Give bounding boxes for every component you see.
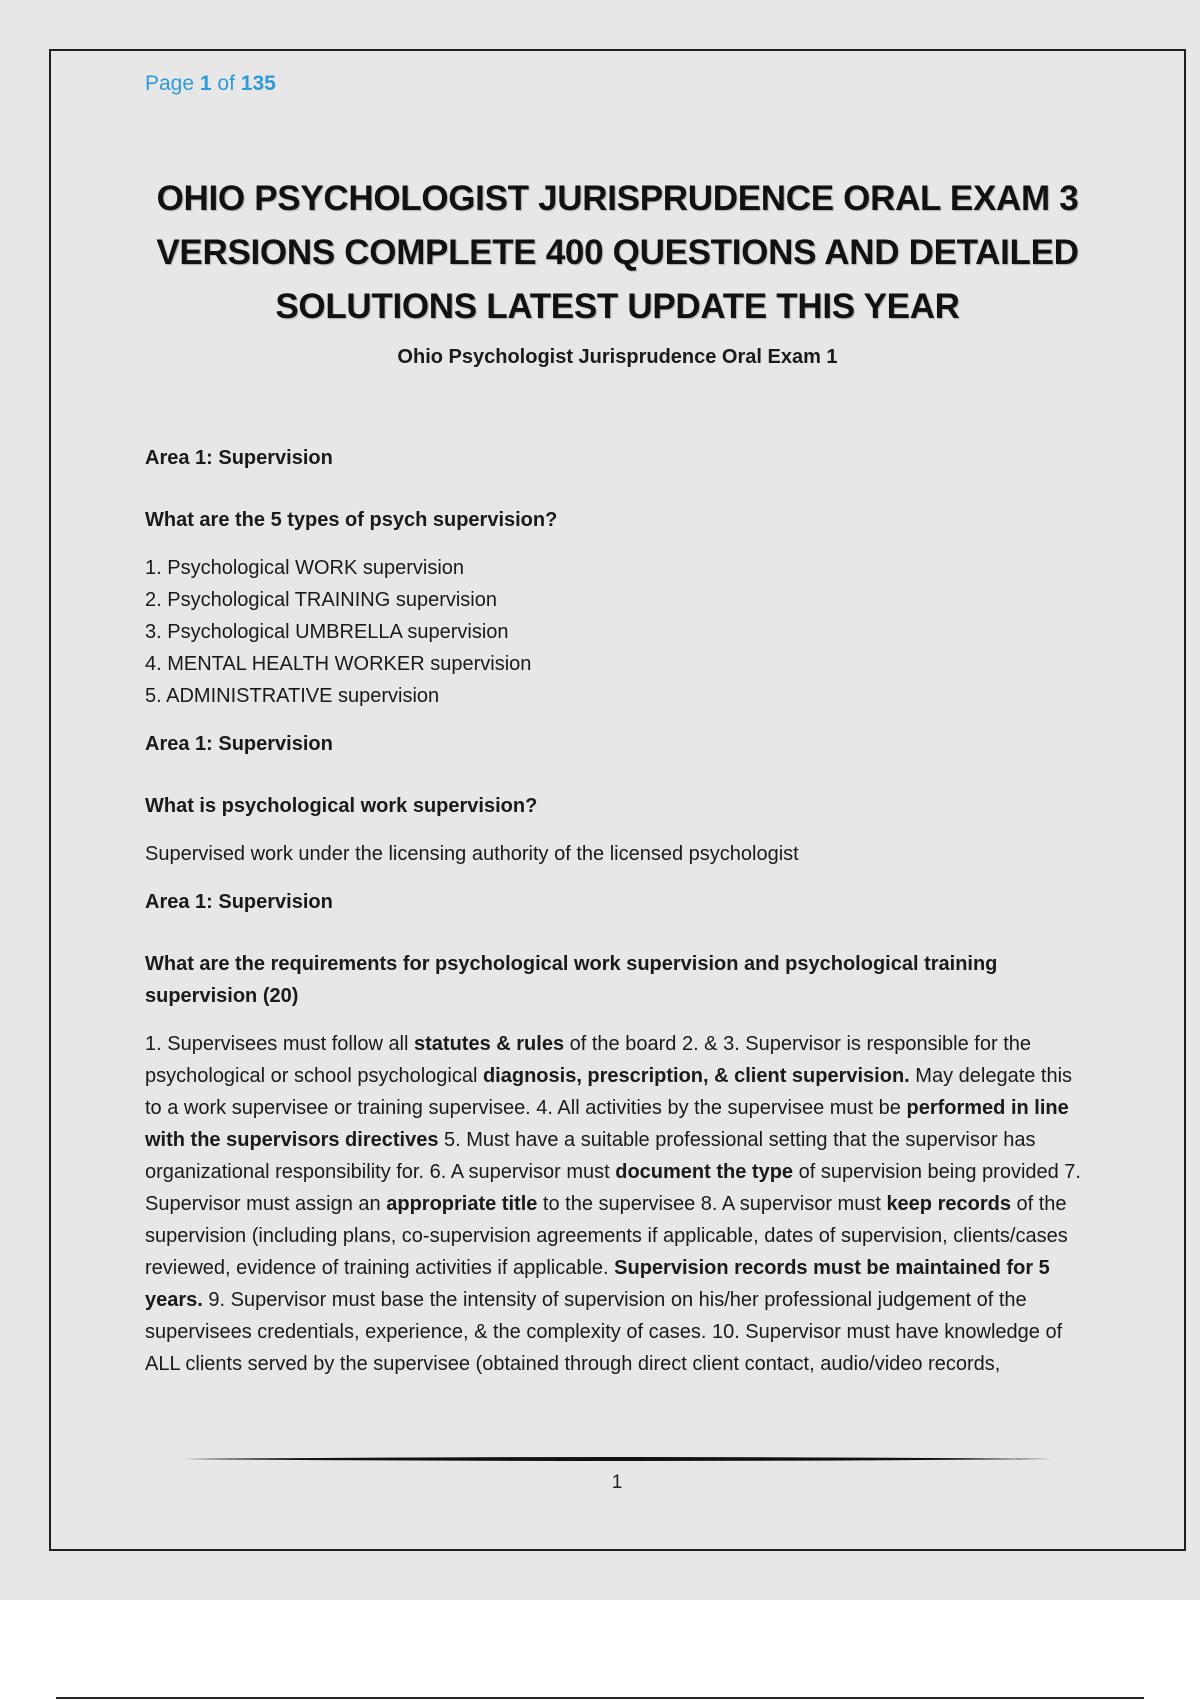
area-heading: Area 1: Supervision	[145, 447, 333, 469]
answer-run: May delegate this to a work supervisee or training supervisee. 4. All activities by the supervisee must be	[145, 1065, 1073, 1119]
answer-emphasis: keep records	[886, 1193, 1011, 1215]
answer-emphasis: Supervision records must be maintained for 5 years.	[145, 1257, 1050, 1311]
answer-text: Supervised work under the licensing authority of the licensed psychologist	[145, 843, 799, 865]
list-item: 2. Psychological TRAINING supervision	[145, 589, 497, 611]
footer-divider	[182, 1456, 1052, 1462]
title-line: OHIO PSYCHOLOGIST JURISPRUDENCE ORAL EXAM 3	[156, 179, 1079, 218]
footer-page-number: 1	[611, 1472, 623, 1493]
page-counter	[145, 72, 1090, 108]
area-heading: Area 1: Supervision	[145, 733, 333, 755]
list-item: 4. MENTAL HEALTH WORKER supervision	[145, 653, 532, 675]
answer-emphasis: appropriate title	[386, 1193, 538, 1215]
answer-run: of the supervision (including plans, co-supervision agreements if applicable, dates of supervision, clients/cases reviewed, evidence of training activities if applicable.	[145, 1193, 1068, 1279]
answer-emphasis: document the type	[615, 1161, 794, 1183]
answer-run: of supervision being provided 7. Supervisor must assign an	[145, 1161, 1081, 1215]
next-page-rule	[56, 1697, 1144, 1699]
answer-emphasis: diagnosis, prescription, & client supervision.	[482, 1065, 910, 1087]
answer-paragraph	[145, 1028, 1090, 1380]
document-subtitle: Ohio Psychologist Jurisprudence Oral Exam 1	[397, 346, 838, 368]
document-body	[145, 442, 1090, 1396]
current-page: 1	[199, 72, 212, 95]
answer-emphasis: performed in line with the supervisors directives	[145, 1097, 1069, 1151]
list-item: 5. ADMINISTRATIVE supervision	[145, 685, 440, 707]
question-heading: What is psychological work supervision?	[145, 795, 538, 817]
answer-list	[145, 552, 1090, 712]
answer-emphasis: statutes & rules	[414, 1033, 565, 1055]
list-item: 1. Psychological WORK supervision	[145, 557, 465, 579]
title-line: SOLUTIONS LATEST UPDATE THIS YEAR	[275, 287, 960, 326]
page-content	[145, 72, 1090, 1375]
answer-run: to the supervisee 8. A supervisor must	[537, 1193, 887, 1215]
answer-run: 1. Supervisees must follow all	[145, 1033, 415, 1055]
question-heading: What are the requirements for psychological work supervision and psychological training supervision (20)	[145, 953, 998, 1007]
title-line: VERSIONS COMPLETE 400 QUESTIONS AND DETAILED	[156, 233, 1079, 272]
document-title	[145, 172, 1090, 334]
of-word: of	[217, 72, 235, 95]
question-heading: What are the 5 types of psych supervision?	[145, 509, 558, 531]
answer-run: of the board 2. & 3. Supervisor is responsible for the psychological or school psychological	[145, 1033, 1032, 1087]
answer-run: 9. Supervisor must base the intensity of supervision on his/her professional judgement of the supervisees credentials, experience, & the complexity of cases. 10. Supervisor must have knowledge of ALL clients served by the supervisee (obtained through direct client contact, audio/video records,	[145, 1289, 1063, 1375]
total-pages: 135	[240, 72, 276, 95]
page-word: Page	[145, 72, 195, 95]
answer-run: 5. Must have a suitable professional setting that the supervisor has organizational responsibility for. 6. A supervisor must	[145, 1129, 1036, 1183]
area-heading: Area 1: Supervision	[145, 891, 333, 913]
list-item: 3. Psychological UMBRELLA supervision	[145, 621, 509, 643]
